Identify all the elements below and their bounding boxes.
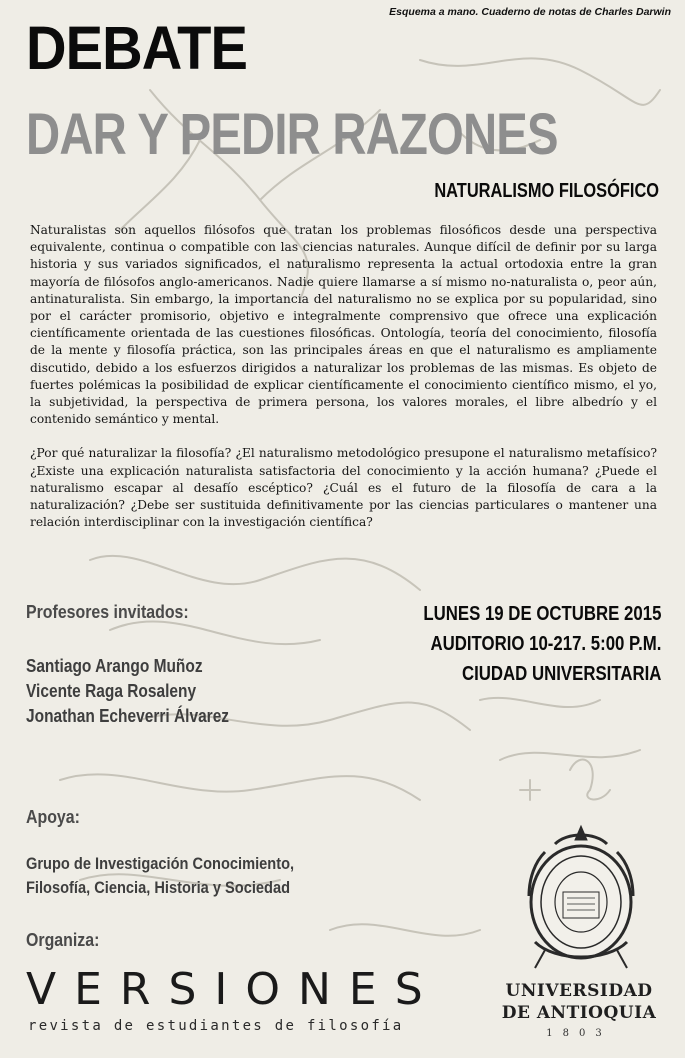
organizer-label: Organiza: bbox=[26, 929, 100, 950]
guest-list bbox=[26, 654, 229, 729]
event-date: LUNES 19 DE OCTUBRE 2015 bbox=[422, 603, 661, 625]
support-group bbox=[26, 852, 294, 900]
guest-name: Santiago Arango Muñoz bbox=[26, 656, 203, 676]
event-details bbox=[378, 599, 661, 689]
university-seal-icon bbox=[515, 822, 647, 972]
description-paragraph-2: ¿Por qué naturalizar la filosofía? ¿El naturalismo metodológico presupone el naturalismo metafísico? ¿Existe una explicación naturalista satisfactoria del conocimiento y la acción humana? ¿Puede el naturalismo escapar al desafío escéptico? ¿Cuál es el futuro de la filosofía de cara a la naturalización? ¿Debe ser sustituida definitivamente por las ciencias particulares o mantener una relación interdisciplinar con la investigación científica? bbox=[30, 446, 657, 530]
image-credit: Esquema a mano. Cuaderno de notas de Charles Darwin bbox=[389, 6, 671, 18]
guest-name: Vicente Raga Rosaleny bbox=[26, 681, 197, 701]
university-name-line: DE ANTIOQUIA bbox=[501, 1003, 657, 1023]
description-text bbox=[30, 222, 657, 548]
guests-label: Profesores invitados: bbox=[26, 601, 189, 622]
event-place-time: AUDITORIO 10-217. 5:00 P.M. bbox=[430, 633, 661, 655]
support-group-line: Filosofía, Ciencia, Historia y Sociedad bbox=[26, 878, 291, 897]
versiones-logo-text: VERSIONES bbox=[26, 964, 441, 1015]
versiones-tagline: revista de estudiantes de filosofía bbox=[28, 1018, 404, 1034]
event-subtitle: NATURALISMO FILOSÓFICO bbox=[434, 180, 659, 202]
description-paragraph-1: Naturalistas son aquellos filósofos que tratan los problemas filosóficos desde una perspectiva equivalente, continua o compatible con las ciencias naturales. Aunque difícil de definir por su larga historia y sus variados significados, el naturalismo representa la actual ortodoxia entre la gran mayoría de filósofos anglo-americanos. Nadie quiere llamarse a sí mismo no-naturalista o, peor aún, antinaturalista. Sin embargo, la importancia del naturalismo no se explica por su popularidad, sino por el carácter promisorio, objetivo e integralmente comprensivo que ofrece una explicación científicamente orientada de las cuestiones filosóficas. Ontología, teoría del conocimiento, filosofía de la mente y filosofía práctica, son las principales áreas en que el naturalismo es ampliamente discutido, debido a los esfuerzos dirigidos a naturalizar los problemas de las mismas. Es objeto de fuertes polémicas la posibilidad de explicar científicamente el conocimiento científico mismo, el yo, la subjetividad, la perspectiva de primera persona, los valores morales, el libre albedrío y el contenido semántico y mental. bbox=[30, 223, 657, 427]
university-year: 1803 bbox=[546, 1028, 612, 1039]
guest-name: Jonathan Echeverri Álvarez bbox=[26, 706, 230, 726]
event-campus: CIUDAD UNIVERSITARIA bbox=[461, 663, 661, 685]
event-secondary-title: DAR Y PEDIR RAZONES bbox=[26, 102, 558, 167]
university-name bbox=[486, 980, 672, 1024]
support-group-line: Grupo de Investigación Conocimiento, bbox=[26, 854, 295, 873]
support-label: Apoya: bbox=[26, 806, 80, 827]
university-name-line: UNIVERSIDAD bbox=[505, 981, 653, 1001]
event-title: DEBATE bbox=[26, 14, 248, 82]
